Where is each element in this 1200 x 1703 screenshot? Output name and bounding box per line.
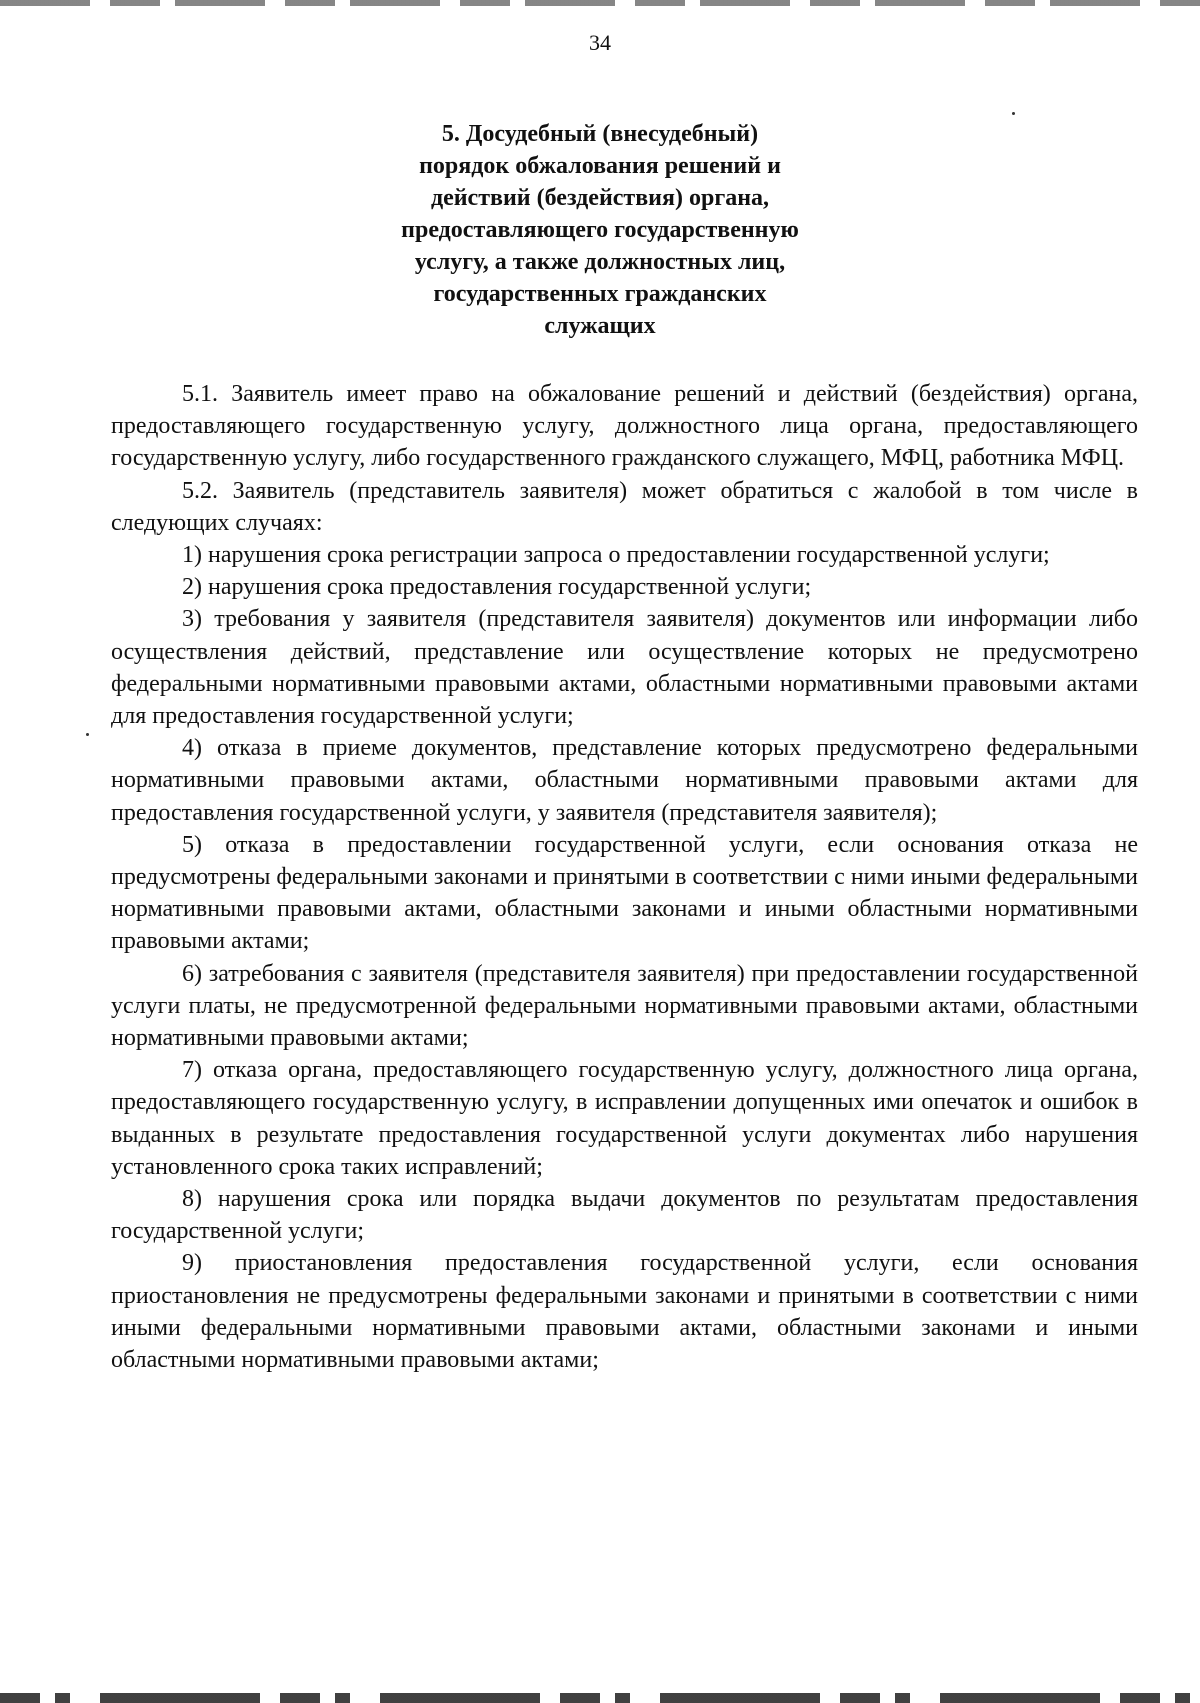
section-title-line: услугу, а также должностных лиц, [414,249,786,275]
list-item-2: 2) нарушения срока предоставления государственной услуги; [182,574,812,601]
scan-speck [1012,112,1015,115]
section-title-line: служащих [544,313,656,339]
list-item-4: 4) отказа в приеме документов, представление которых предусмотрено федеральными нормативными правовыми актами, областными нормативными правовыми актами для предоставления государственной услуги, у заявителя (представителя заявителя); [111,735,1138,826]
list-item-7: 7) отказа органа, предоставляющего государственную услугу, должностного лица органа, предоставляющего государственную услугу, в исправлении допущенных ими опечаток и ошибок в выданных в результате предоставления государственной услуги документах либо нарушения установленного срока таких исправлений; [111,1057,1138,1180]
scan-edge-bottom [0,1693,1200,1703]
section-title-line: порядок обжалования решений и [419,153,781,179]
list-item-1: 1) нарушения срока регистрации запроса о предоставлении государственной услуги; [182,542,1050,569]
section-title-line: предоставляющего государственную [401,217,799,243]
list-item-6: 6) затребования с заявителя (представителя заявителя) при предоставлении государственной услуги платы, не предусмотренной федеральными нормативными правовыми актами, областными нормативными правовыми актами; [111,960,1138,1052]
paragraph-5-1: 5.1. Заявитель имеет право на обжалование решений и действий (бездействия) органа, предоставляющего государственную услугу, должностного лица органа, предоставляющего государственную услугу, либо государственного гражданского служащего, МФЦ, работника МФЦ. [111,381,1138,472]
list-item-8: 8) нарушения срока или порядка выдачи документов по результатам предоставления государственной услуги; [111,1186,1138,1245]
list-item-5: 5) отказа в предоставлении государственной услуги, если основания отказа не предусмотрены федеральными законами и принятыми в соответствии с ними иными федеральными нормативными правовыми актами, областными законами и иными областными нормативными правовыми актами; [111,831,1138,955]
section-title-line: 5. Досудебный (внесудебный) [441,121,759,147]
scan-speck [86,733,89,736]
section-title [300,118,900,342]
list-item-9: 9) приостановления предоставления государственной услуги, если основания приостановления не предусмотрены федеральными законами и принятыми в соответствии с ними иными федеральными нормативными правовыми актами, областными законами и иными областными нормативными правовыми актами; [111,1250,1138,1374]
document-body [111,378,1138,1376]
list-item-3: 3) требования у заявителя (представителя заявителя) документов или информации либо осуществления действий, представление или осуществление которых не предусмотрено федеральными нормативными правовыми актами, областными нормативными правовыми актами для предоставления государственной услуги; [111,606,1138,730]
page-number: 34 [589,30,611,55]
section-title-line: государственных гражданских [433,281,767,307]
section-title-line: действий (бездействия) органа, [430,185,770,211]
scan-edge-top [0,0,1200,6]
paragraph-5-2: 5.2. Заявитель (представитель заявителя) может обратиться с жалобой в том числе в следующих случаях: [111,477,1138,536]
